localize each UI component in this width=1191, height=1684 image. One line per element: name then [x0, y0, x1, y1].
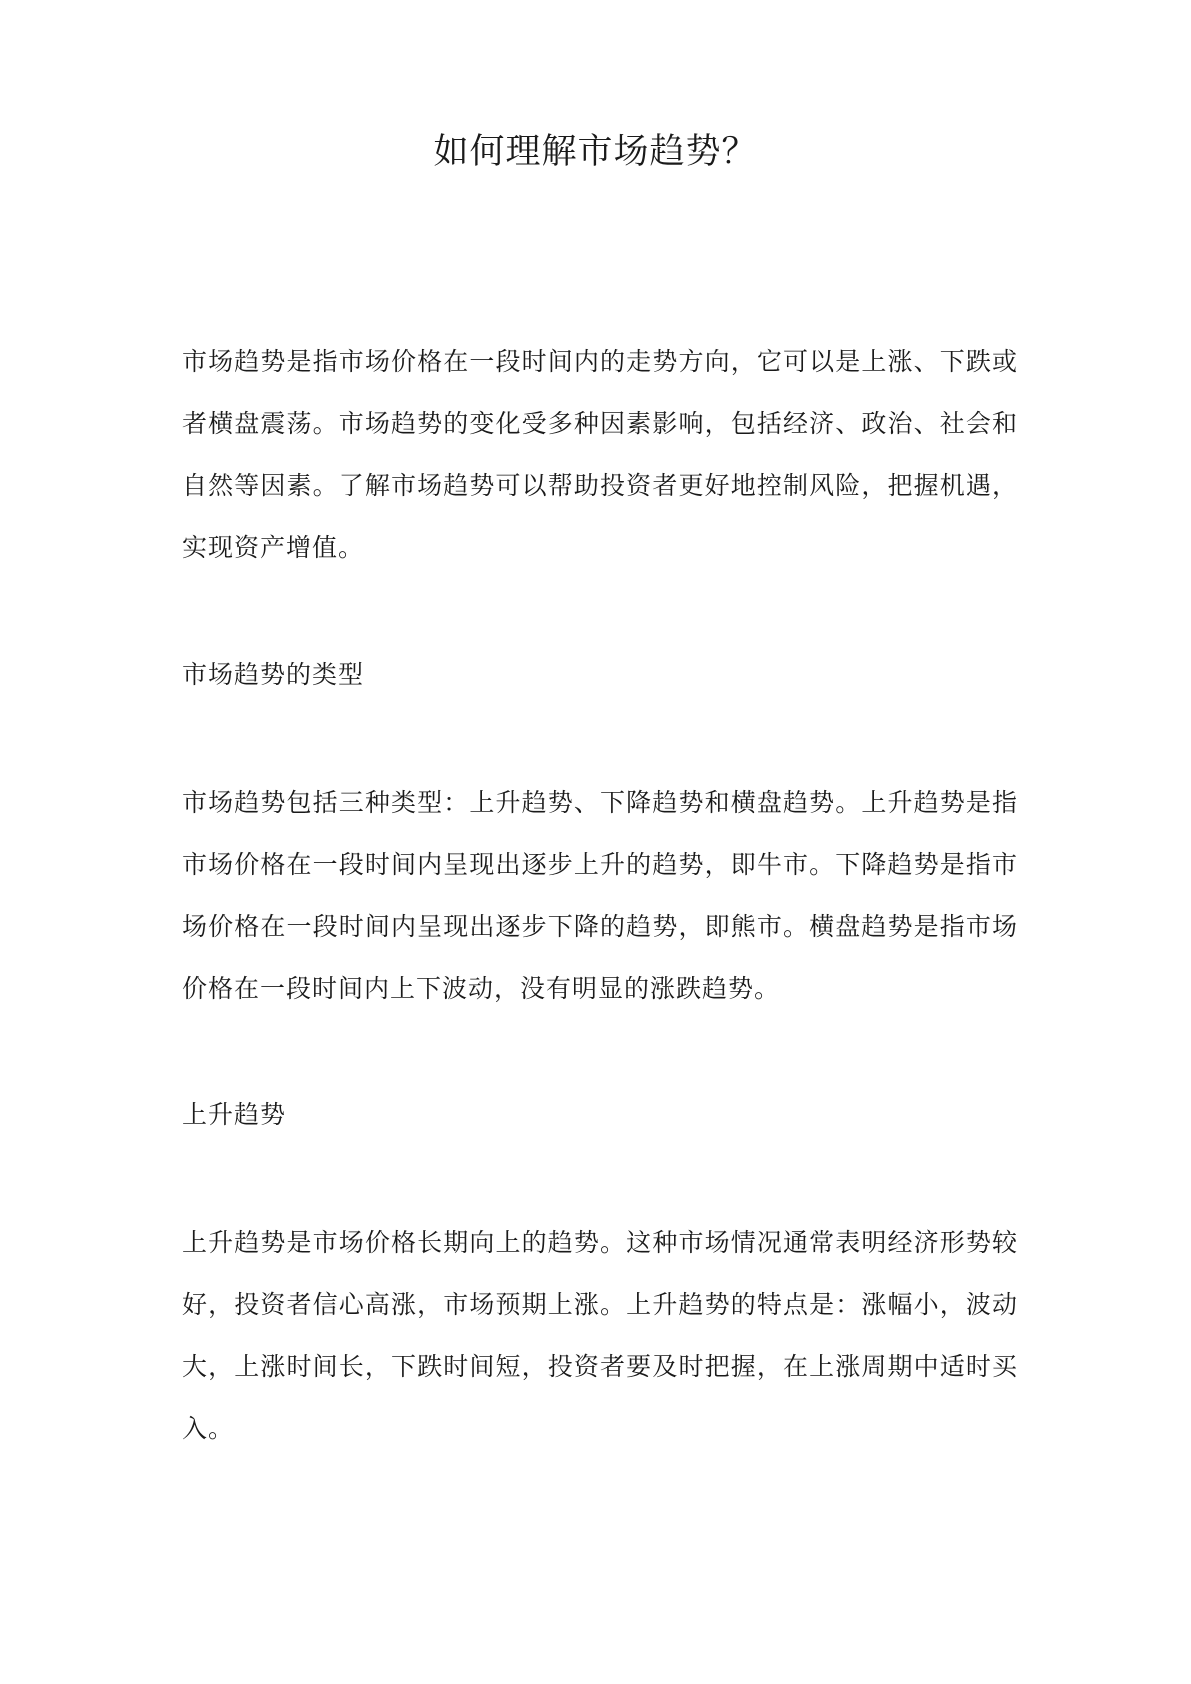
intro-paragraph: 市场趋势是指市场价格在一段时间内的走势方向，它可以是上涨、下跌或者横盘震荡。市场趋势的变化受多种因素影响，包括经济、政治、社会和自然等因素。了解市场趋势可以帮助投资者更好地控制风险，把握机遇，实现资产增值。 — [182, 347, 1018, 562]
section-heading-types: 市场趋势的类型 — [182, 660, 365, 689]
section-heading-uptrend: 上升趋势 — [182, 1100, 287, 1129]
section-body-types: 市场趋势包括三种类型：上升趋势、下降趋势和横盘趋势。上升趋势是指市场价格在一段时间内呈现出逐步上升的趋势，即牛市。下降趋势是指市场价格在一段时间内呈现出逐步下降的趋势，即熊市。横盘趋势是指市场价格在一段时间内上下波动，没有明显的涨跌趋势。 — [182, 788, 1018, 1003]
section-body-uptrend: 上升趋势是市场价格长期向上的趋势。这种市场情况通常表明经济形势较好，投资者信心高涨，市场预期上涨。上升趋势的特点是：涨幅小，波动大，上涨时间长，下跌时间短，投资者要及时把握，在上涨周期中适时买入。 — [182, 1228, 1018, 1443]
document-title: 如何理解市场趋势？ — [433, 132, 758, 172]
